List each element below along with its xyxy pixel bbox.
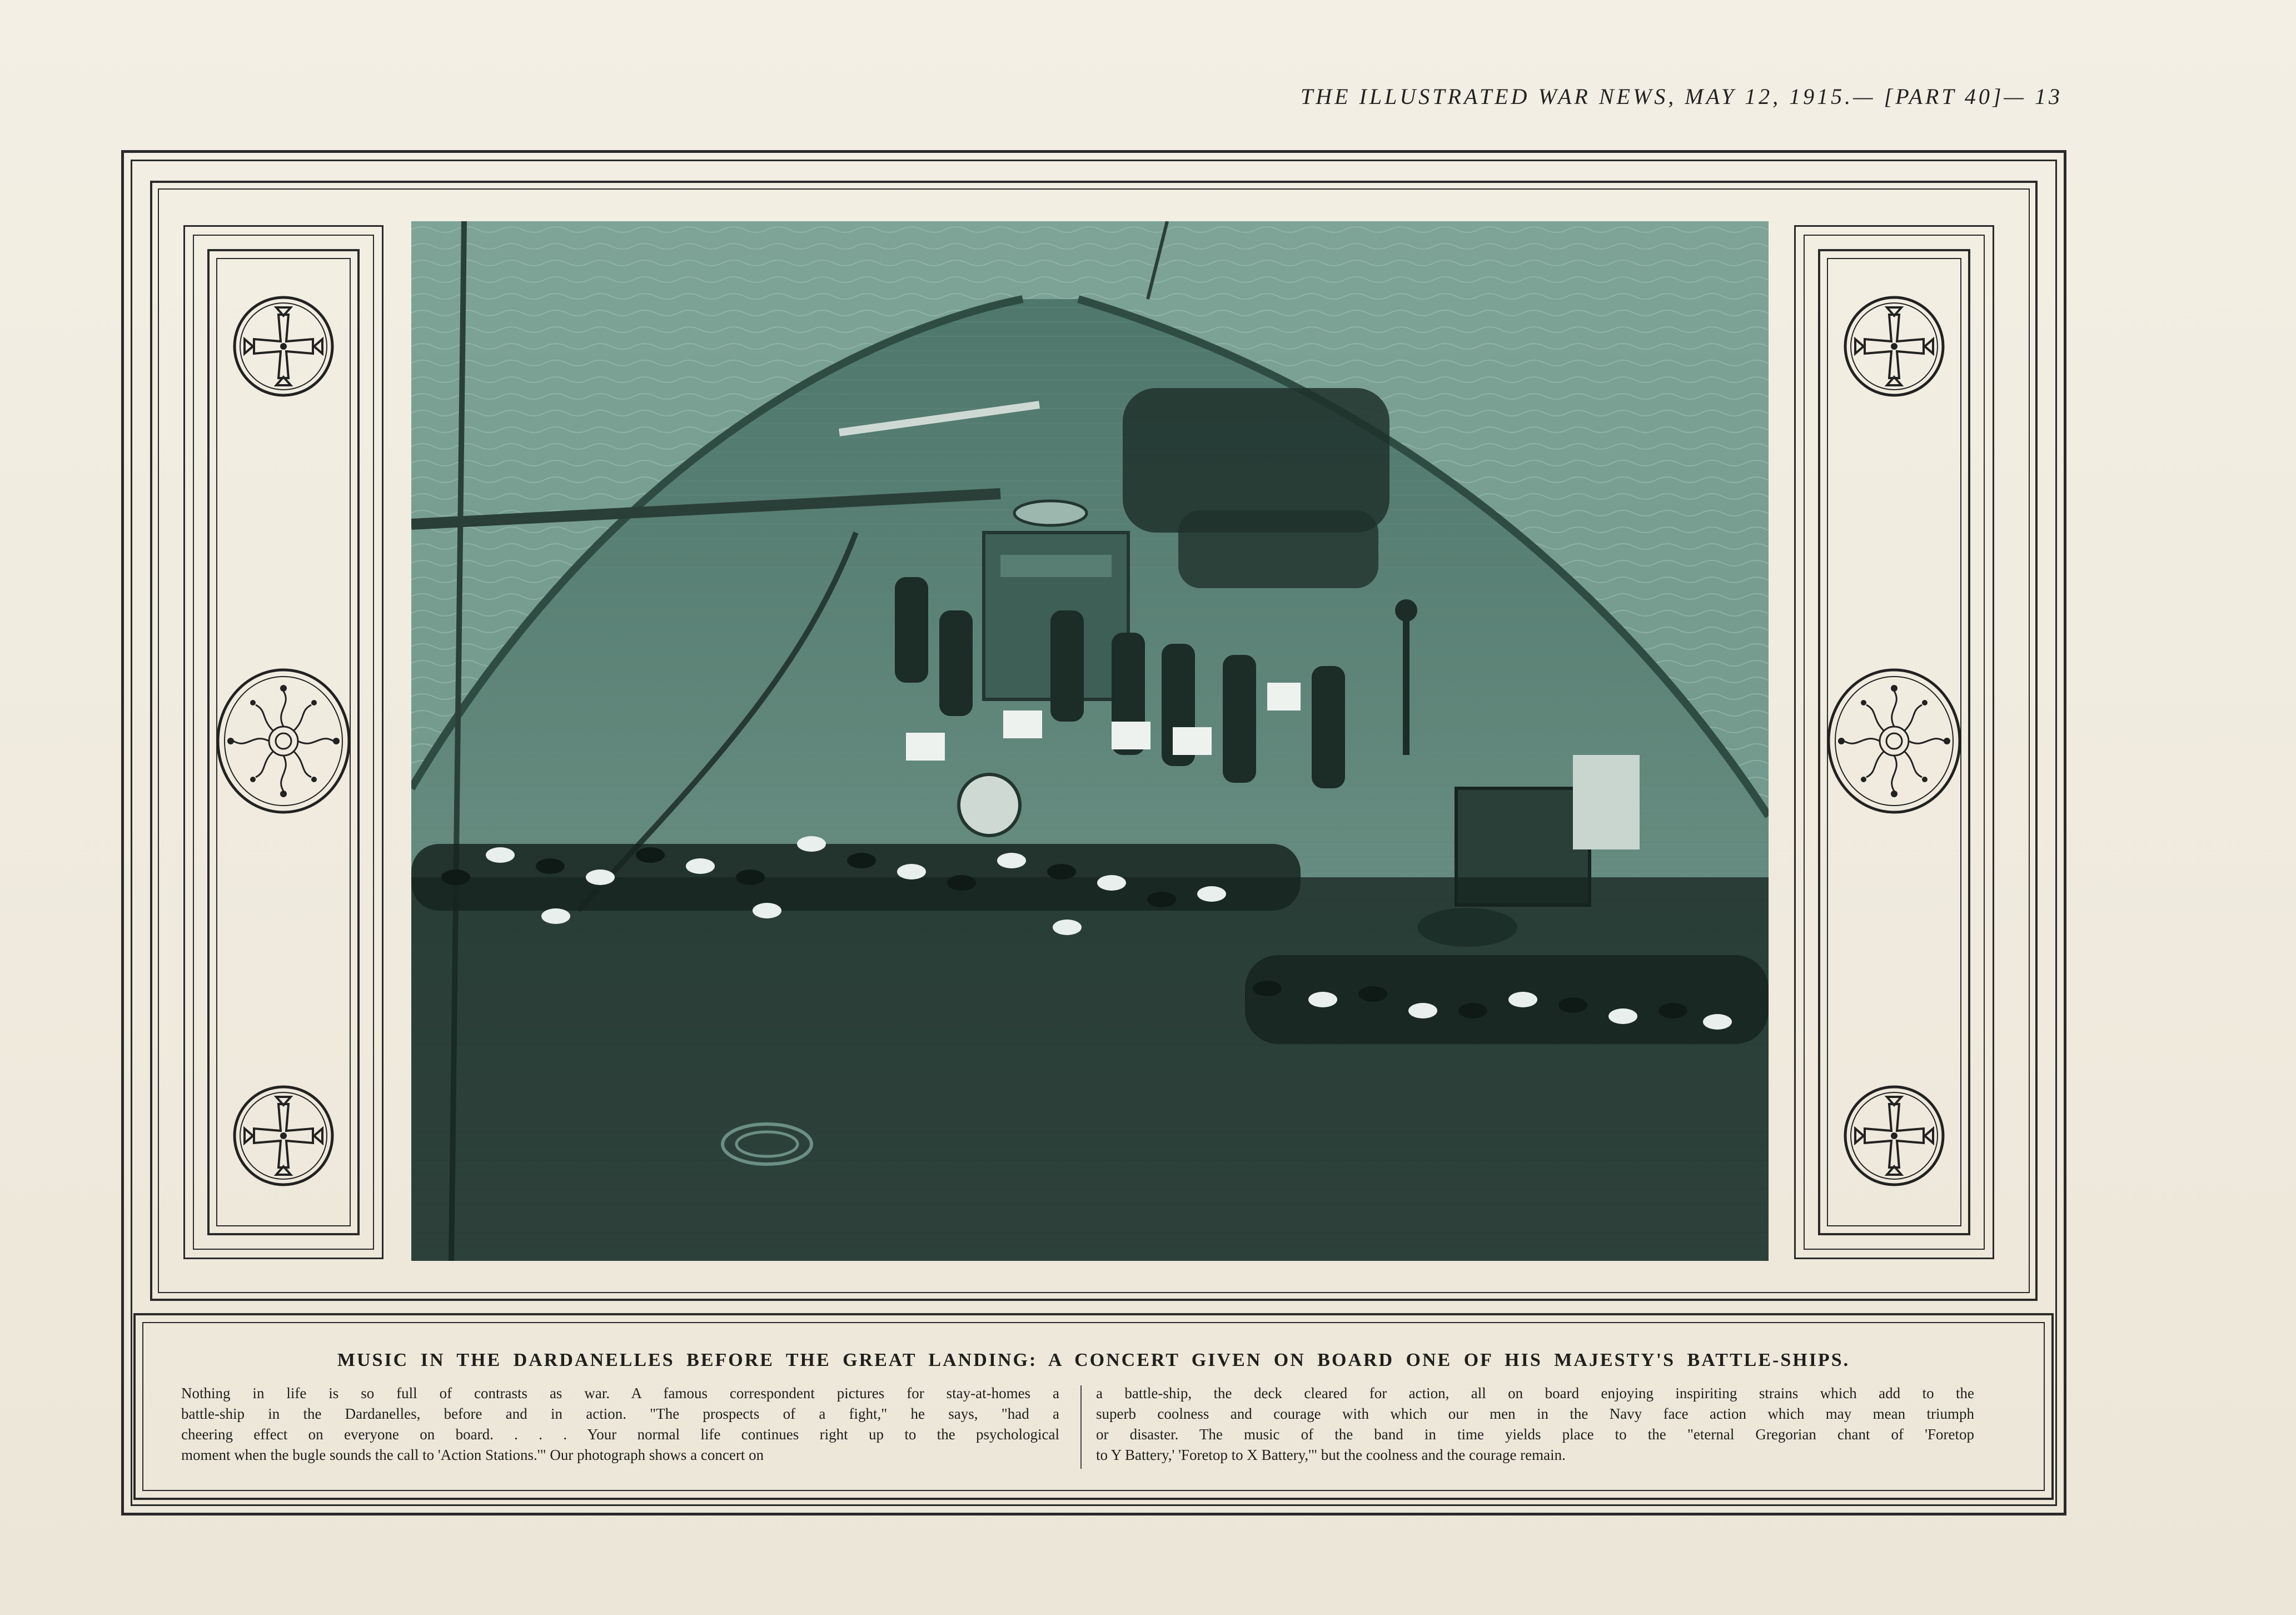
- left-decorative-panel: [183, 225, 384, 1259]
- caption-line: battle-ship in the Dardanelles, before and in action. "The prospects of a fight," he says, "had a: [181, 1405, 1059, 1422]
- caption-line: or disaster. The music of the band in time yields place to the "eternal Gregorian chant of 'Foretop: [1096, 1426, 1974, 1443]
- caption-line: moment when the bugle sounds the call to 'Action Stations.'" Our photograph shows a concert on: [181, 1447, 764, 1463]
- maltese-cross-icon: [231, 294, 336, 399]
- caption-line: superb coolness and courage with which our men in the Navy face action which may mean triumph: [1096, 1405, 1974, 1422]
- right-decorative-panel: [1794, 225, 1994, 1259]
- caption-line: a battle-ship, the deck cleared for action, all on board enjoying inspiriting strains which add to the: [1096, 1385, 1974, 1402]
- caption-line: to Y Battery,' 'Foretop to X Battery,'" but the coolness and the courage remain.: [1096, 1447, 1566, 1463]
- maltese-cross-icon: [231, 1083, 336, 1189]
- maltese-cross-icon: [1841, 1083, 1947, 1189]
- floral-rosette-icon: [1825, 666, 1964, 816]
- floral-rosette-icon: [214, 666, 353, 816]
- caption-text-right: [1096, 1383, 1974, 1465]
- caption-box: [133, 1313, 2054, 1500]
- running-head: THE ILLUSTRATED WAR NEWS, MAY 12, 1915.— [PART 40]— 13: [1300, 84, 2063, 109]
- caption-line: cheering effect on everyone on board. . . . Your normal life continues right up to the psychological: [181, 1426, 1059, 1443]
- battleship-deck-illustration: [411, 221, 1769, 1261]
- caption-title: MUSIC IN THE DARDANELLES BEFORE THE GREAT LANDING: A CONCERT GIVEN ON BOARD ONE OF HIS MAJESTY'S BATTLE-SHIPS.: [337, 1350, 1850, 1370]
- caption-line: Nothing in life is so full of contrasts as war. A famous correspondent pictures for stay-at-homes a: [181, 1385, 1059, 1402]
- concert-photograph: [411, 221, 1769, 1261]
- caption-text-left: [181, 1383, 1059, 1465]
- column-divider: [1080, 1385, 1082, 1469]
- maltese-cross-icon: [1841, 294, 1947, 399]
